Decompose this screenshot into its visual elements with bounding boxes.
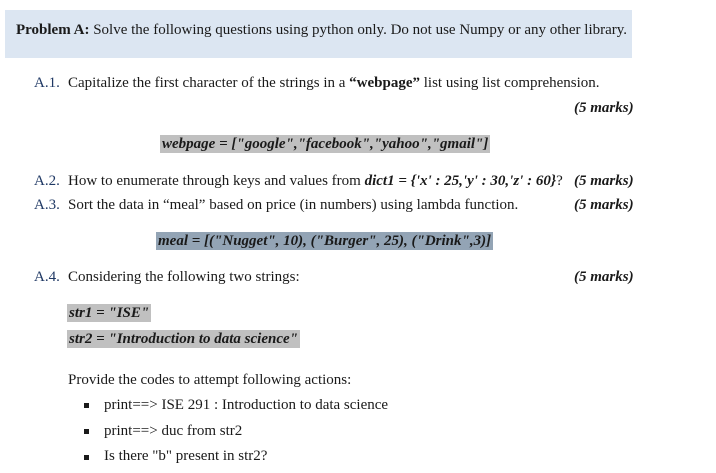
problem-title	[16, 22, 627, 39]
question-number-a2: A.2.	[34, 173, 60, 189]
question-text-a4: Considering the following two strings:	[68, 269, 300, 285]
code-str2	[67, 331, 300, 348]
bullet-item-2: print==> duc from str2	[104, 423, 243, 439]
code-webpage	[160, 136, 490, 153]
marks-a2: (5 marks)	[574, 173, 634, 189]
bullet-icon	[84, 455, 89, 460]
question-a2-dict: dict1 = {'x' : 25,'y' : 30,'z' : 60}	[364, 173, 557, 189]
code-str2-text: str2 = "Introduction to data science"	[69, 331, 298, 347]
problem-description: Solve the following questions using python only. Do not use Numpy or any other library.	[89, 22, 628, 38]
marks-a3: (5 marks)	[574, 197, 634, 213]
bullet-icon	[84, 403, 89, 408]
question-a2-text-pre: How to enumerate through keys and values from	[68, 173, 365, 189]
question-text-a2	[68, 173, 563, 190]
code-meal	[156, 233, 493, 250]
question-number-a1: A.1.	[34, 75, 60, 91]
question-a1-keyword: “webpage”	[349, 75, 420, 91]
bullet-icon	[84, 429, 89, 434]
question-a1-text-pre: Capitalize the first character of the strings in a	[68, 75, 350, 91]
question-text-a3: Sort the data in “meal” based on price (in numbers) using lambda function.	[68, 197, 519, 213]
bullet-item-1: print==> ISE 291 : Introduction to data science	[104, 397, 389, 413]
question-number-a4: A.4.	[34, 269, 60, 285]
marks-a4: (5 marks)	[574, 269, 634, 285]
code-meal-text: meal = [("Nugget", 10), ("Burger", 25), ("Drink",3)]	[158, 233, 492, 249]
code-str1	[67, 305, 151, 322]
problem-label: Problem A:	[16, 22, 90, 38]
marks-a1: (5 marks)	[574, 100, 634, 116]
bullet-item-3: Is there "b" present in str2?	[104, 448, 268, 464]
code-webpage-text: webpage = ["google","facebook","yahoo","gmail"]	[162, 136, 489, 152]
code-str1-text: str1 = "ISE"	[69, 305, 150, 321]
instruction-text: Provide the codes to attempt following actions:	[68, 372, 352, 388]
question-number-a3: A.3.	[34, 197, 60, 213]
question-a2-text-post: ?	[556, 173, 563, 189]
question-text-a1	[68, 75, 600, 92]
question-a1-text-post: list using list comprehension.	[419, 75, 600, 91]
